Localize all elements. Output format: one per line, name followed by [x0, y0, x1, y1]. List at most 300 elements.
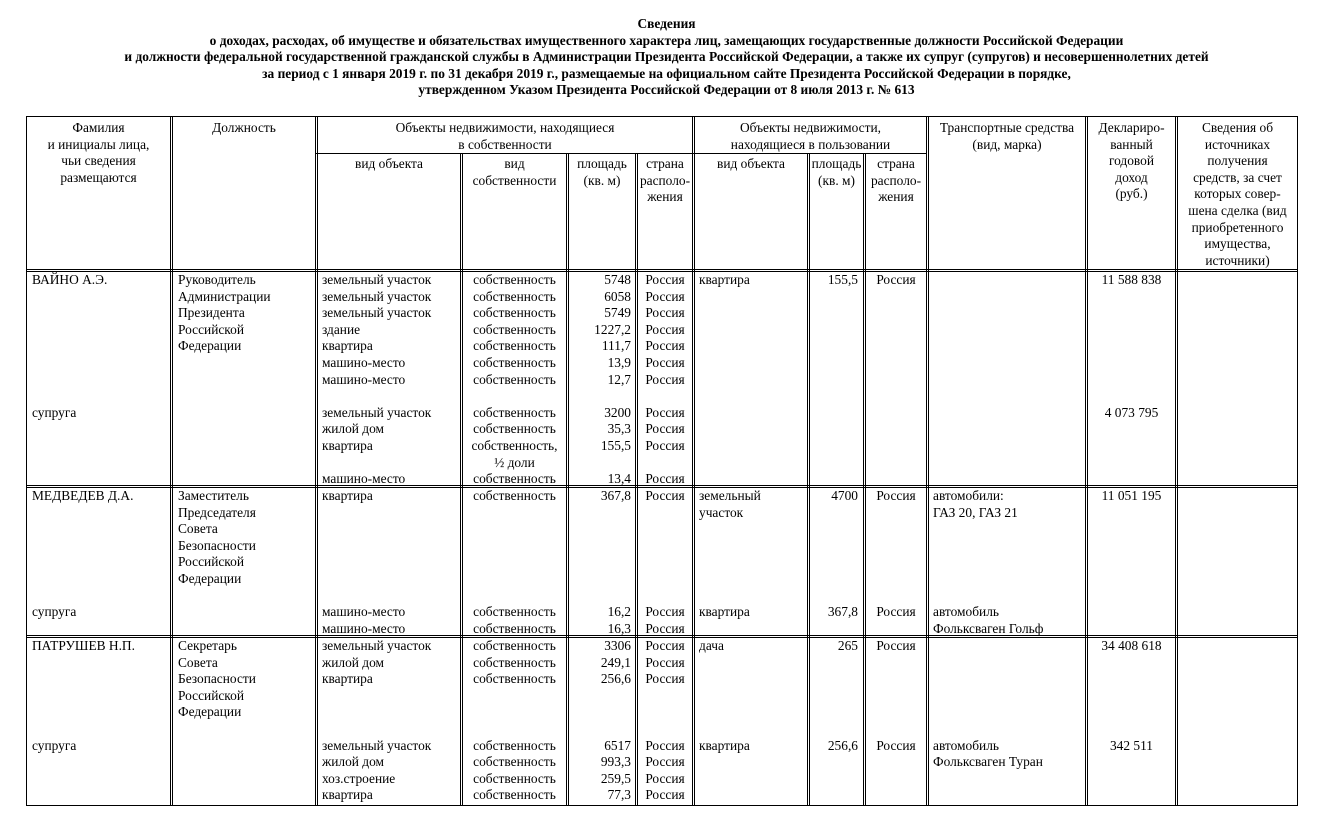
cell-line	[32, 289, 170, 306]
cell-line	[569, 721, 631, 738]
col-header-position: Должность	[212, 120, 276, 135]
cell-line: жилой дом	[322, 421, 385, 437]
cell-line: 111,7	[601, 338, 631, 354]
cell-line: Россия	[876, 638, 916, 653]
used-country-cell	[866, 638, 926, 754]
cell-line: квартира	[322, 787, 373, 803]
cell-line: собственность	[473, 421, 556, 437]
cell-line	[810, 704, 858, 721]
owned-type-cell	[322, 272, 460, 488]
cell-line: участок	[699, 504, 744, 520]
disclosure-table	[26, 116, 1298, 806]
cell-line	[933, 688, 1085, 705]
cell-line: собственность	[473, 305, 556, 321]
cell-line	[322, 505, 460, 522]
col-header-owned-ownership: вид собственности	[472, 156, 557, 188]
cell-line	[866, 721, 926, 738]
cell-line: Россия	[645, 437, 685, 453]
owned-ownership-cell	[463, 488, 566, 637]
cell-line: ПАТРУШЕВ Н.П.	[32, 638, 135, 653]
heading-line: и должности федеральной государственной гражданской службы в Администрации Президента Российской Федерации, а также их супруг (супругов) и несовершеннолетних детей	[124, 49, 1209, 65]
cell-line: Россия	[645, 604, 685, 620]
cell-line	[638, 455, 692, 472]
cell-line: собственность	[473, 471, 556, 487]
cell-line: собственность	[473, 354, 556, 370]
cell-line: собственность	[473, 737, 556, 753]
cell-line: Безопасности	[178, 537, 256, 553]
cell-line	[32, 538, 170, 555]
cell-line	[1088, 289, 1175, 306]
used-type-cell	[699, 488, 807, 621]
cell-line: здание	[322, 321, 361, 337]
owned-country-cell	[638, 638, 692, 804]
cell-line	[322, 704, 460, 721]
cell-line: 16,3	[607, 620, 631, 636]
cell-line	[32, 355, 170, 372]
col-header-income: Деклариро- ванный годовой доход (руб.)	[1098, 120, 1165, 202]
cell-line	[32, 421, 170, 438]
table-rule	[315, 117, 318, 805]
cell-line: земельный участок	[322, 288, 432, 304]
position-cell	[178, 272, 315, 355]
cell-line	[933, 704, 1085, 721]
cell-line	[32, 438, 170, 455]
cell-line	[1088, 338, 1175, 355]
cell-line: квартира	[699, 737, 750, 753]
cell-line: 155,5	[827, 272, 858, 287]
cell-line: 342 511	[1109, 737, 1154, 753]
cell-line: машино-место	[322, 471, 406, 487]
cell-line: Российской	[178, 321, 244, 337]
cell-line	[810, 721, 858, 738]
cell-line: 4700	[831, 488, 858, 503]
cell-line: 13,9	[607, 354, 631, 370]
owned-type-cell	[322, 488, 460, 637]
owned-country-cell	[638, 488, 692, 637]
cell-line	[569, 554, 631, 571]
cell-line: квартира	[322, 671, 373, 687]
cell-line	[933, 588, 1085, 605]
cell-line	[32, 338, 170, 355]
cell-line	[1088, 721, 1175, 738]
cell-line: квартира	[322, 338, 373, 354]
cell-line: 5749	[604, 305, 631, 321]
cell-line	[322, 521, 460, 538]
person-name-cell	[32, 638, 170, 754]
cell-line: собственность	[473, 620, 556, 636]
used-type-cell	[699, 272, 807, 289]
cell-line: 3306	[604, 638, 631, 653]
heading-line: утвержденном Указом Президента Российской Федерации от 8 июля 2013 г. № 613	[418, 82, 915, 98]
cell-line	[933, 571, 1085, 588]
col-header-name: Фамилия и инициалы лица, чьи сведения размещаются	[47, 120, 150, 185]
cell-line	[463, 554, 566, 571]
cell-line: Россия	[645, 638, 685, 653]
cell-line	[32, 688, 170, 705]
cell-line	[810, 671, 858, 688]
owned-ownership-cell	[463, 638, 566, 804]
cell-line	[569, 521, 631, 538]
cell-line	[638, 704, 692, 721]
cell-line	[810, 688, 858, 705]
cell-line	[463, 388, 566, 405]
cell-line: Президента	[178, 305, 245, 321]
cell-line	[1088, 355, 1175, 372]
cell-line	[1088, 305, 1175, 322]
cell-line: 256,6	[600, 671, 631, 687]
cell-line	[32, 388, 170, 405]
cell-line	[866, 704, 926, 721]
cell-line	[699, 655, 807, 672]
cell-line	[933, 655, 1085, 672]
cell-line: машино-место	[322, 620, 406, 636]
cell-line: 6058	[604, 288, 631, 304]
col-header-used-country: страна располо- жения	[870, 156, 922, 205]
cell-line	[463, 721, 566, 738]
cell-line: 155,5	[600, 437, 631, 453]
cell-line	[699, 588, 807, 605]
cell-line	[866, 571, 926, 588]
used-type-cell	[699, 638, 807, 754]
cell-line: 34 408 618	[1101, 638, 1162, 653]
owned-area-cell	[569, 488, 631, 637]
cell-line: Россия	[876, 488, 916, 503]
cell-line	[638, 588, 692, 605]
cell-line	[699, 554, 807, 571]
col-header-owned-country: страна располо- жения	[639, 156, 691, 205]
cell-line	[866, 688, 926, 705]
cell-line	[866, 538, 926, 555]
cell-line: Федерации	[178, 338, 242, 354]
cell-line	[569, 388, 631, 405]
col-header-owned-group: Объекты недвижимости, находящиеся в собственности	[395, 120, 615, 152]
cell-line	[638, 505, 692, 522]
cell-line: Россия	[645, 671, 685, 687]
cell-line: собственность	[473, 671, 556, 687]
vehicles-cell	[933, 638, 1085, 771]
cell-line: жилой дом	[322, 754, 385, 770]
cell-line: земельный участок	[322, 737, 432, 753]
cell-line: Фольксваген Гольф	[933, 620, 1044, 636]
cell-line	[32, 721, 170, 738]
cell-line	[638, 571, 692, 588]
cell-line	[322, 388, 460, 405]
cell-line	[32, 655, 170, 672]
cell-line	[866, 521, 926, 538]
cell-line: Россия	[645, 404, 685, 420]
cell-line	[699, 721, 807, 738]
cell-line	[699, 704, 807, 721]
cell-line: Россия	[645, 770, 685, 786]
cell-line: 265	[837, 638, 858, 653]
cell-line: 993,3	[600, 754, 631, 770]
cell-line	[463, 571, 566, 588]
cell-line: ½ доли	[494, 454, 535, 470]
cell-line	[1088, 704, 1175, 721]
cell-line	[933, 538, 1085, 555]
cell-line: 35,3	[607, 421, 631, 437]
cell-line	[32, 554, 170, 571]
cell-line: 256,6	[827, 737, 858, 753]
cell-line: ГАЗ 20, ГАЗ 21	[933, 504, 1018, 520]
cell-line: Россия	[876, 604, 916, 620]
cell-line: супруга	[32, 404, 77, 420]
cell-line	[933, 521, 1085, 538]
cell-line	[32, 455, 170, 472]
cell-line	[569, 704, 631, 721]
cell-line: хоз.строение	[322, 770, 396, 786]
person-name-cell	[32, 272, 170, 488]
cell-line: Россия	[876, 737, 916, 753]
cell-line	[1088, 372, 1175, 389]
cell-line: собственность	[473, 371, 556, 387]
cell-line: 77,3	[607, 787, 631, 803]
cell-line	[933, 554, 1085, 571]
cell-line	[322, 455, 460, 472]
cell-line: квартира	[322, 437, 373, 453]
cell-line	[322, 554, 460, 571]
cell-line	[1088, 688, 1175, 705]
cell-line	[463, 538, 566, 555]
cell-line: собственность,	[471, 437, 558, 453]
cell-line	[463, 588, 566, 605]
cell-line	[933, 721, 1085, 738]
cell-line: Председателя	[178, 504, 256, 520]
table-rule	[926, 117, 929, 805]
cell-line	[569, 688, 631, 705]
income-cell	[1088, 488, 1175, 505]
person-name-cell	[32, 488, 170, 621]
cell-line: машино-место	[322, 371, 406, 387]
cell-line: супруга	[32, 604, 77, 620]
cell-line: собственность	[473, 288, 556, 304]
table-rule	[170, 117, 173, 805]
cell-line	[699, 571, 807, 588]
cell-line: Россия	[645, 471, 685, 487]
cell-line	[32, 305, 170, 322]
owned-ownership-cell	[463, 272, 566, 488]
cell-line: Федерации	[178, 570, 242, 586]
used-country-cell	[866, 488, 926, 621]
cell-line: Россия	[645, 338, 685, 354]
cell-line: Россия	[645, 787, 685, 803]
cell-line: собственность	[473, 488, 556, 503]
cell-line: 12,7	[607, 371, 631, 387]
cell-line: 16,2	[607, 604, 631, 620]
col-header-used-type: вид объекта	[717, 156, 785, 171]
cell-line	[638, 688, 692, 705]
cell-line	[32, 588, 170, 605]
cell-line: автомобиль	[933, 604, 999, 620]
income-cell	[1088, 638, 1175, 754]
cell-line: 5748	[604, 272, 631, 287]
cell-line: земельный участок	[322, 638, 432, 653]
cell-line: 1227,2	[594, 321, 631, 337]
cell-line: собственность	[473, 604, 556, 620]
cell-line: 367,8	[600, 488, 631, 503]
cell-line: 4 073 795	[1104, 404, 1159, 420]
cell-line: собственность	[473, 272, 556, 287]
cell-line	[463, 688, 566, 705]
cell-line	[810, 655, 858, 672]
cell-line: Администрации	[178, 288, 271, 304]
cell-line	[699, 521, 807, 538]
cell-line	[32, 322, 170, 339]
cell-line	[322, 721, 460, 738]
cell-line	[699, 671, 807, 688]
cell-line: 11 588 838	[1101, 272, 1162, 287]
heading-title: Сведения	[637, 16, 696, 31]
cell-line: машино-место	[322, 354, 406, 370]
vehicles-cell	[933, 488, 1085, 637]
cell-line: машино-место	[322, 604, 406, 620]
cell-line: Федерации	[178, 704, 242, 720]
cell-line: Россия	[645, 754, 685, 770]
cell-line	[638, 538, 692, 555]
cell-line: 11 051 195	[1101, 488, 1162, 503]
owned-area-cell	[569, 638, 631, 804]
cell-line: земельный	[699, 488, 761, 503]
cell-line	[866, 671, 926, 688]
cell-line	[933, 671, 1085, 688]
cell-line: квартира	[699, 272, 750, 287]
cell-line	[638, 721, 692, 738]
used-area-cell	[810, 638, 858, 754]
cell-line: Фольксваген Туран	[933, 754, 1043, 770]
cell-line	[638, 388, 692, 405]
cell-line: Россия	[876, 272, 916, 287]
col-header-sources: Сведения об источниках получения средств, за счет которых совер- шена сделка (вид приобретенного имущества, источники)	[1188, 120, 1287, 268]
cell-line: Россия	[645, 620, 685, 636]
cell-line: собственность	[473, 321, 556, 337]
cell-line: Россия	[645, 488, 685, 503]
cell-line: 367,8	[827, 604, 858, 620]
cell-line	[32, 471, 170, 488]
cell-line	[32, 505, 170, 522]
cell-line: Секретарь	[178, 638, 237, 653]
cell-line: земельный участок	[322, 272, 432, 287]
cell-line: 249,1	[600, 654, 631, 670]
cell-line	[810, 588, 858, 605]
cell-line	[463, 505, 566, 522]
cell-line	[32, 571, 170, 588]
owned-area-cell	[569, 272, 631, 488]
cell-line: собственность	[473, 404, 556, 420]
cell-line	[933, 638, 1085, 655]
cell-line: Совета	[178, 654, 218, 670]
cell-line	[1088, 388, 1175, 405]
cell-line: Российской	[178, 687, 244, 703]
cell-line	[32, 671, 170, 688]
col-header-used-group: Объекты недвижимости, находящиеся в пользовании	[730, 120, 891, 152]
cell-line: Российской	[178, 554, 244, 570]
cell-line	[569, 571, 631, 588]
cell-line: 259,5	[600, 770, 631, 786]
cell-line: 3200	[604, 404, 631, 420]
cell-line	[569, 588, 631, 605]
cell-line	[866, 505, 926, 522]
cell-line: Россия	[645, 371, 685, 387]
cell-line: собственность	[473, 638, 556, 653]
heading-line: о доходах, расходах, об имуществе и обязательствах имущественного характера лиц, замещающих государственные должности Российской Федерации	[209, 32, 1124, 48]
cell-line: собственность	[473, 338, 556, 354]
document-heading	[0, 16, 1333, 99]
col-header-owned-area: площадь (кв. м)	[577, 156, 627, 188]
cell-line: собственность	[473, 787, 556, 803]
cell-line	[810, 554, 858, 571]
cell-line: Руководитель	[178, 272, 256, 287]
used-country-cell	[866, 272, 926, 289]
cell-line: Россия	[645, 654, 685, 670]
used-area-cell	[810, 488, 858, 621]
cell-line: супруга	[32, 737, 77, 753]
cell-line	[569, 538, 631, 555]
cell-line: собственность	[473, 754, 556, 770]
cell-line: собственность	[473, 654, 556, 670]
cell-line	[463, 704, 566, 721]
cell-line: Россия	[645, 272, 685, 287]
cell-line: МЕДВЕДЕВ Д.А.	[32, 488, 134, 503]
cell-line	[322, 688, 460, 705]
cell-line: Россия	[645, 354, 685, 370]
cell-line: ВАЙНО А.Э.	[32, 272, 108, 287]
cell-line	[638, 554, 692, 571]
cell-line: Россия	[645, 737, 685, 753]
col-header-owned-type: вид объекта	[355, 156, 423, 171]
cell-line: жилой дом	[322, 654, 385, 670]
owned-type-cell	[322, 638, 460, 804]
heading-line: за период с 1 января 2019 г. по 31 декабря 2019 г., размещаемые на официальном сайте Президента Российской Федерации в порядке,	[262, 65, 1071, 81]
cell-line: Заместитель	[178, 488, 249, 503]
cell-line	[1088, 322, 1175, 339]
position-cell	[178, 638, 315, 721]
cell-line	[866, 588, 926, 605]
cell-line: 6517	[604, 737, 631, 753]
cell-line: автомобили:	[933, 488, 1004, 503]
owned-country-cell	[638, 272, 692, 488]
cell-line: Россия	[645, 421, 685, 437]
cell-line	[866, 655, 926, 672]
cell-line: 13,4	[607, 471, 631, 487]
cell-line: дача	[699, 638, 724, 653]
position-cell	[178, 488, 315, 588]
cell-line	[1088, 671, 1175, 688]
cell-line	[463, 521, 566, 538]
cell-line: земельный участок	[322, 404, 432, 420]
cell-line	[638, 521, 692, 538]
cell-line	[322, 538, 460, 555]
cell-line	[810, 505, 858, 522]
cell-line	[32, 521, 170, 538]
cell-line: квартира	[699, 604, 750, 620]
cell-line	[699, 688, 807, 705]
cell-line	[569, 505, 631, 522]
cell-line	[810, 538, 858, 555]
cell-line	[322, 588, 460, 605]
table-rule	[692, 117, 695, 805]
cell-line: Россия	[645, 321, 685, 337]
cell-line: собственность	[473, 770, 556, 786]
col-header-vehicles: Транспортные средства (вид, марка)	[939, 120, 1075, 152]
cell-line: Безопасности	[178, 671, 256, 687]
cell-line: Россия	[645, 288, 685, 304]
cell-line	[699, 538, 807, 555]
cell-line	[32, 704, 170, 721]
cell-line	[569, 455, 631, 472]
used-area-cell	[810, 272, 858, 289]
cell-line: квартира	[322, 488, 373, 503]
cell-line: Совета	[178, 521, 218, 537]
